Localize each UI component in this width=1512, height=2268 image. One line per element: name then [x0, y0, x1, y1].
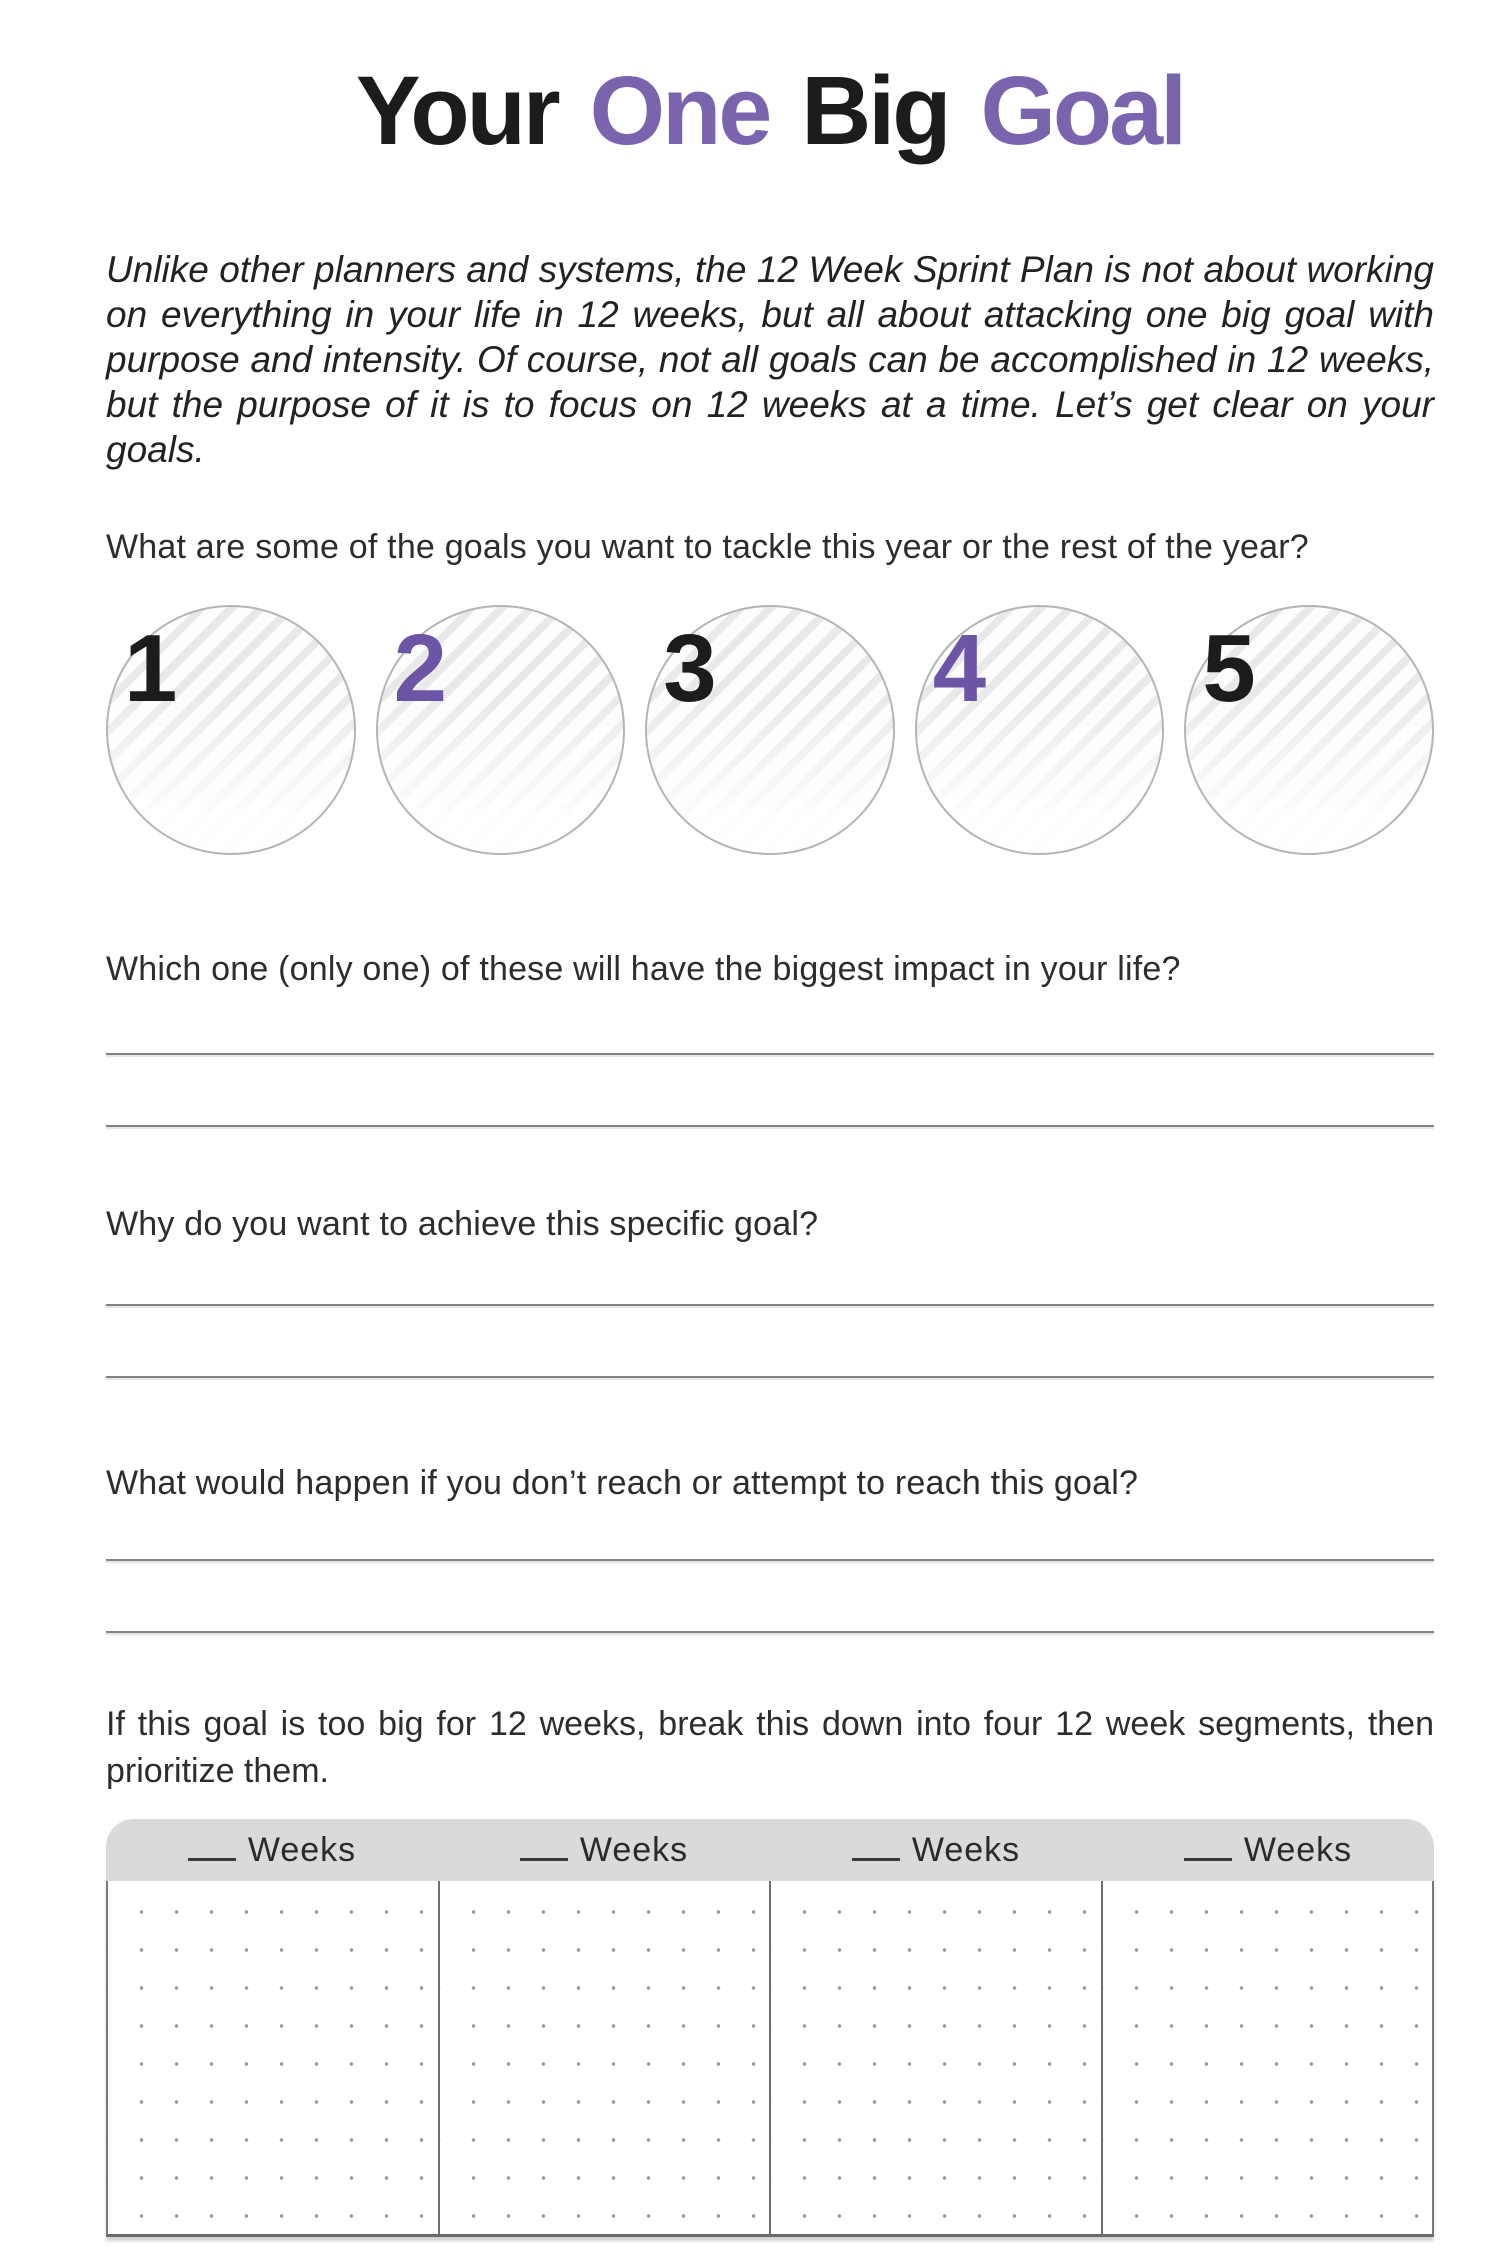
weeks-header-cell	[1102, 1830, 1434, 1870]
segments-table-header	[106, 1819, 1434, 1881]
weeks-header-cell	[106, 1830, 438, 1870]
goal-circle-2[interactable]	[376, 605, 626, 855]
intro-line: purpose and intensity. Of course, not all goals can be accomplished in 12 weeks,	[106, 338, 1434, 380]
answer-line[interactable]	[106, 1125, 1434, 1127]
goal-circle-1[interactable]	[106, 605, 356, 855]
weeks-blank-field[interactable]	[188, 1830, 236, 1861]
goal-circles-row	[106, 605, 1434, 859]
answer-line[interactable]	[106, 1631, 1434, 1633]
title-word-one: One	[589, 56, 770, 165]
weeks-blank-field[interactable]	[1184, 1830, 1232, 1861]
goal-circle-4[interactable]	[915, 605, 1165, 855]
segment-dot-grid-column[interactable]	[771, 1881, 1103, 2234]
question-goals-list: What are some of the goals you want to tackle this year or the rest of the year?	[106, 527, 1309, 566]
weeks-blank-field[interactable]	[852, 1830, 900, 1861]
page-title	[106, 58, 1434, 165]
question-why-achieve: Why do you want to achieve this specific goal?	[106, 1204, 819, 1243]
intro-line: on everything in your life in 12 weeks, but all about attacking one big goal with	[106, 293, 1434, 335]
segments-table-body	[106, 1881, 1434, 2237]
circle-number: 2	[393, 614, 444, 722]
goal-circle-5[interactable]	[1184, 605, 1434, 855]
answer-line[interactable]	[106, 1376, 1434, 1378]
title-word-your: Your	[355, 56, 558, 165]
segments-instruction-line: prioritize them.	[106, 1751, 329, 1790]
circle-number: 1	[124, 614, 175, 722]
answer-line[interactable]	[106, 1053, 1434, 1055]
weeks-header-cell	[770, 1830, 1102, 1870]
title-word-big: Big	[801, 56, 949, 165]
answer-line[interactable]	[106, 1304, 1434, 1306]
segment-dot-grid-column[interactable]	[1103, 1881, 1433, 2234]
goal-circle-3[interactable]	[645, 605, 895, 855]
weeks-label: Weeks	[1243, 1830, 1353, 1869]
weeks-label: Weeks	[247, 1830, 357, 1869]
intro-paragraph	[106, 247, 1434, 472]
question-biggest-impact: Which one (only one) of these will have the biggest impact in your life?	[106, 949, 1181, 988]
answer-line[interactable]	[106, 1559, 1434, 1561]
segments-instruction	[106, 1701, 1434, 1795]
intro-line: Unlike other planners and systems, the 12 Week Sprint Plan is not about working	[106, 248, 1434, 290]
segment-dot-grid-column[interactable]	[108, 1881, 440, 2234]
circle-number: 4	[932, 614, 984, 722]
segments-table	[106, 1819, 1434, 2237]
weeks-blank-field[interactable]	[520, 1830, 568, 1861]
weeks-label: Weeks	[911, 1830, 1021, 1869]
intro-line: but the purpose of it is to focus on 12 weeks at a time. Let’s get clear on your goals.	[106, 383, 1434, 470]
weeks-header-cell	[438, 1830, 770, 1870]
weeks-label: Weeks	[579, 1830, 689, 1869]
segment-dot-grid-column[interactable]	[440, 1881, 772, 2234]
question-what-if-not: What would happen if you don’t reach or attempt to reach this goal?	[106, 1463, 1139, 1502]
segments-instruction-line: If this goal is too big for 12 weeks, break this down into four 12 week segments, then	[106, 1704, 1434, 1743]
title-word-goal: Goal	[980, 56, 1185, 165]
circle-number: 3	[663, 614, 714, 722]
circle-number: 5	[1202, 614, 1253, 722]
page-content	[0, 58, 1512, 2237]
